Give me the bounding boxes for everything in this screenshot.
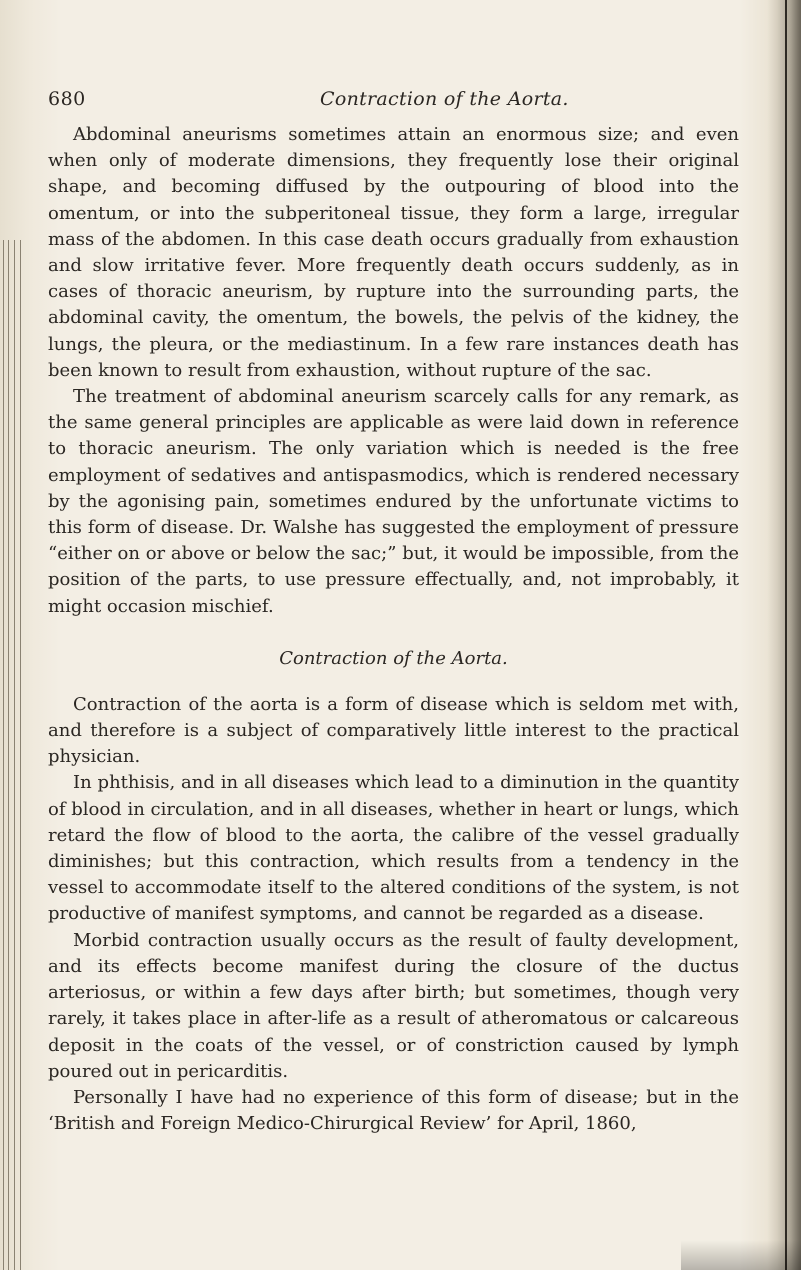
- page-number: 680: [48, 88, 86, 110]
- paragraph: Morbid contraction usually occurs as the result of faulty development, and its effects become manifest during the closure of the ductus arteriosus, or within a few days after birth; but sometimes, though very rarely, it takes place in after-life as a result of atheromatous or calcareous deposit in the coats of the vessel, or of constriction caused by lymph poured out in pericarditis.: [48, 929, 739, 1082]
- binding-gutter: [0, 240, 26, 1270]
- paragraph: The treatment of abdominal aneurism scarcely calls for any remark, as the same general principles are applicable as were laid down in reference to thoracic aneurism. The only variation which is needed is the free employment of sedatives and antispasmodics, which is rendered necessary by the agonising pain, sometimes endured by the unfortunate victims to this form of disease. Dr. Walshe has suggested the employment of pressure “either on or above or below the sac;” but, it would be impossible, from the position of the parts, to use pressure effectually, and, not improbably, it might occasion mischief.: [48, 386, 739, 617]
- paragraph: Abdominal aneurisms sometimes attain an enormous size; and even when only of moderate dimensions, they frequently lose their original shape, and becoming diffused by the outpouring of blood into the omentum, or into the subperitoneal tissue, they form a large, irregular mass of the abdomen. In this case death occurs gradually from exhaustion and slow irritative fever. More frequently death occurs suddenly, as in cases of thoracic aneurism, by rupture into the surrounding parts, the abdominal cavity, the omentum, the bowels, the pelvis of the kidney, the lungs, the pleura, or the mediastinum. In a few rare instances death has been known to result from exhaustion, without rupture of the sac.: [48, 124, 739, 381]
- paragraph: Contraction of the aorta is a form of disease which is seldom met with, and therefore is a subject of comparatively little interest to the practical physician.: [48, 693, 739, 768]
- body-text: [48, 122, 739, 1137]
- corner-shadow: [681, 1240, 801, 1270]
- page-edge-shadow: [767, 0, 801, 1270]
- section-heading: Contraction of the Aorta.: [279, 647, 508, 669]
- paragraph: Personally I have had no experience of this form of disease; but in the ‘British and Foreign Medico-Chirurgical Review’ for April, 1860,: [48, 1086, 739, 1135]
- running-title: Contraction of the Aorta.: [320, 88, 569, 110]
- page-header: [48, 88, 748, 116]
- paragraph: In phthisis, and in all diseases which lead to a diminution in the quantity of blood in circulation, and in all diseases, whether in heart or lungs, which retard the flow of blood to the aorta, the calibre of the vessel gradually diminishes; but this contraction, which results from a tendency in the vessel to accommodate itself to the altered conditions of the system, is not productive of manifest symptoms, and cannot be regarded as a disease.: [48, 772, 739, 925]
